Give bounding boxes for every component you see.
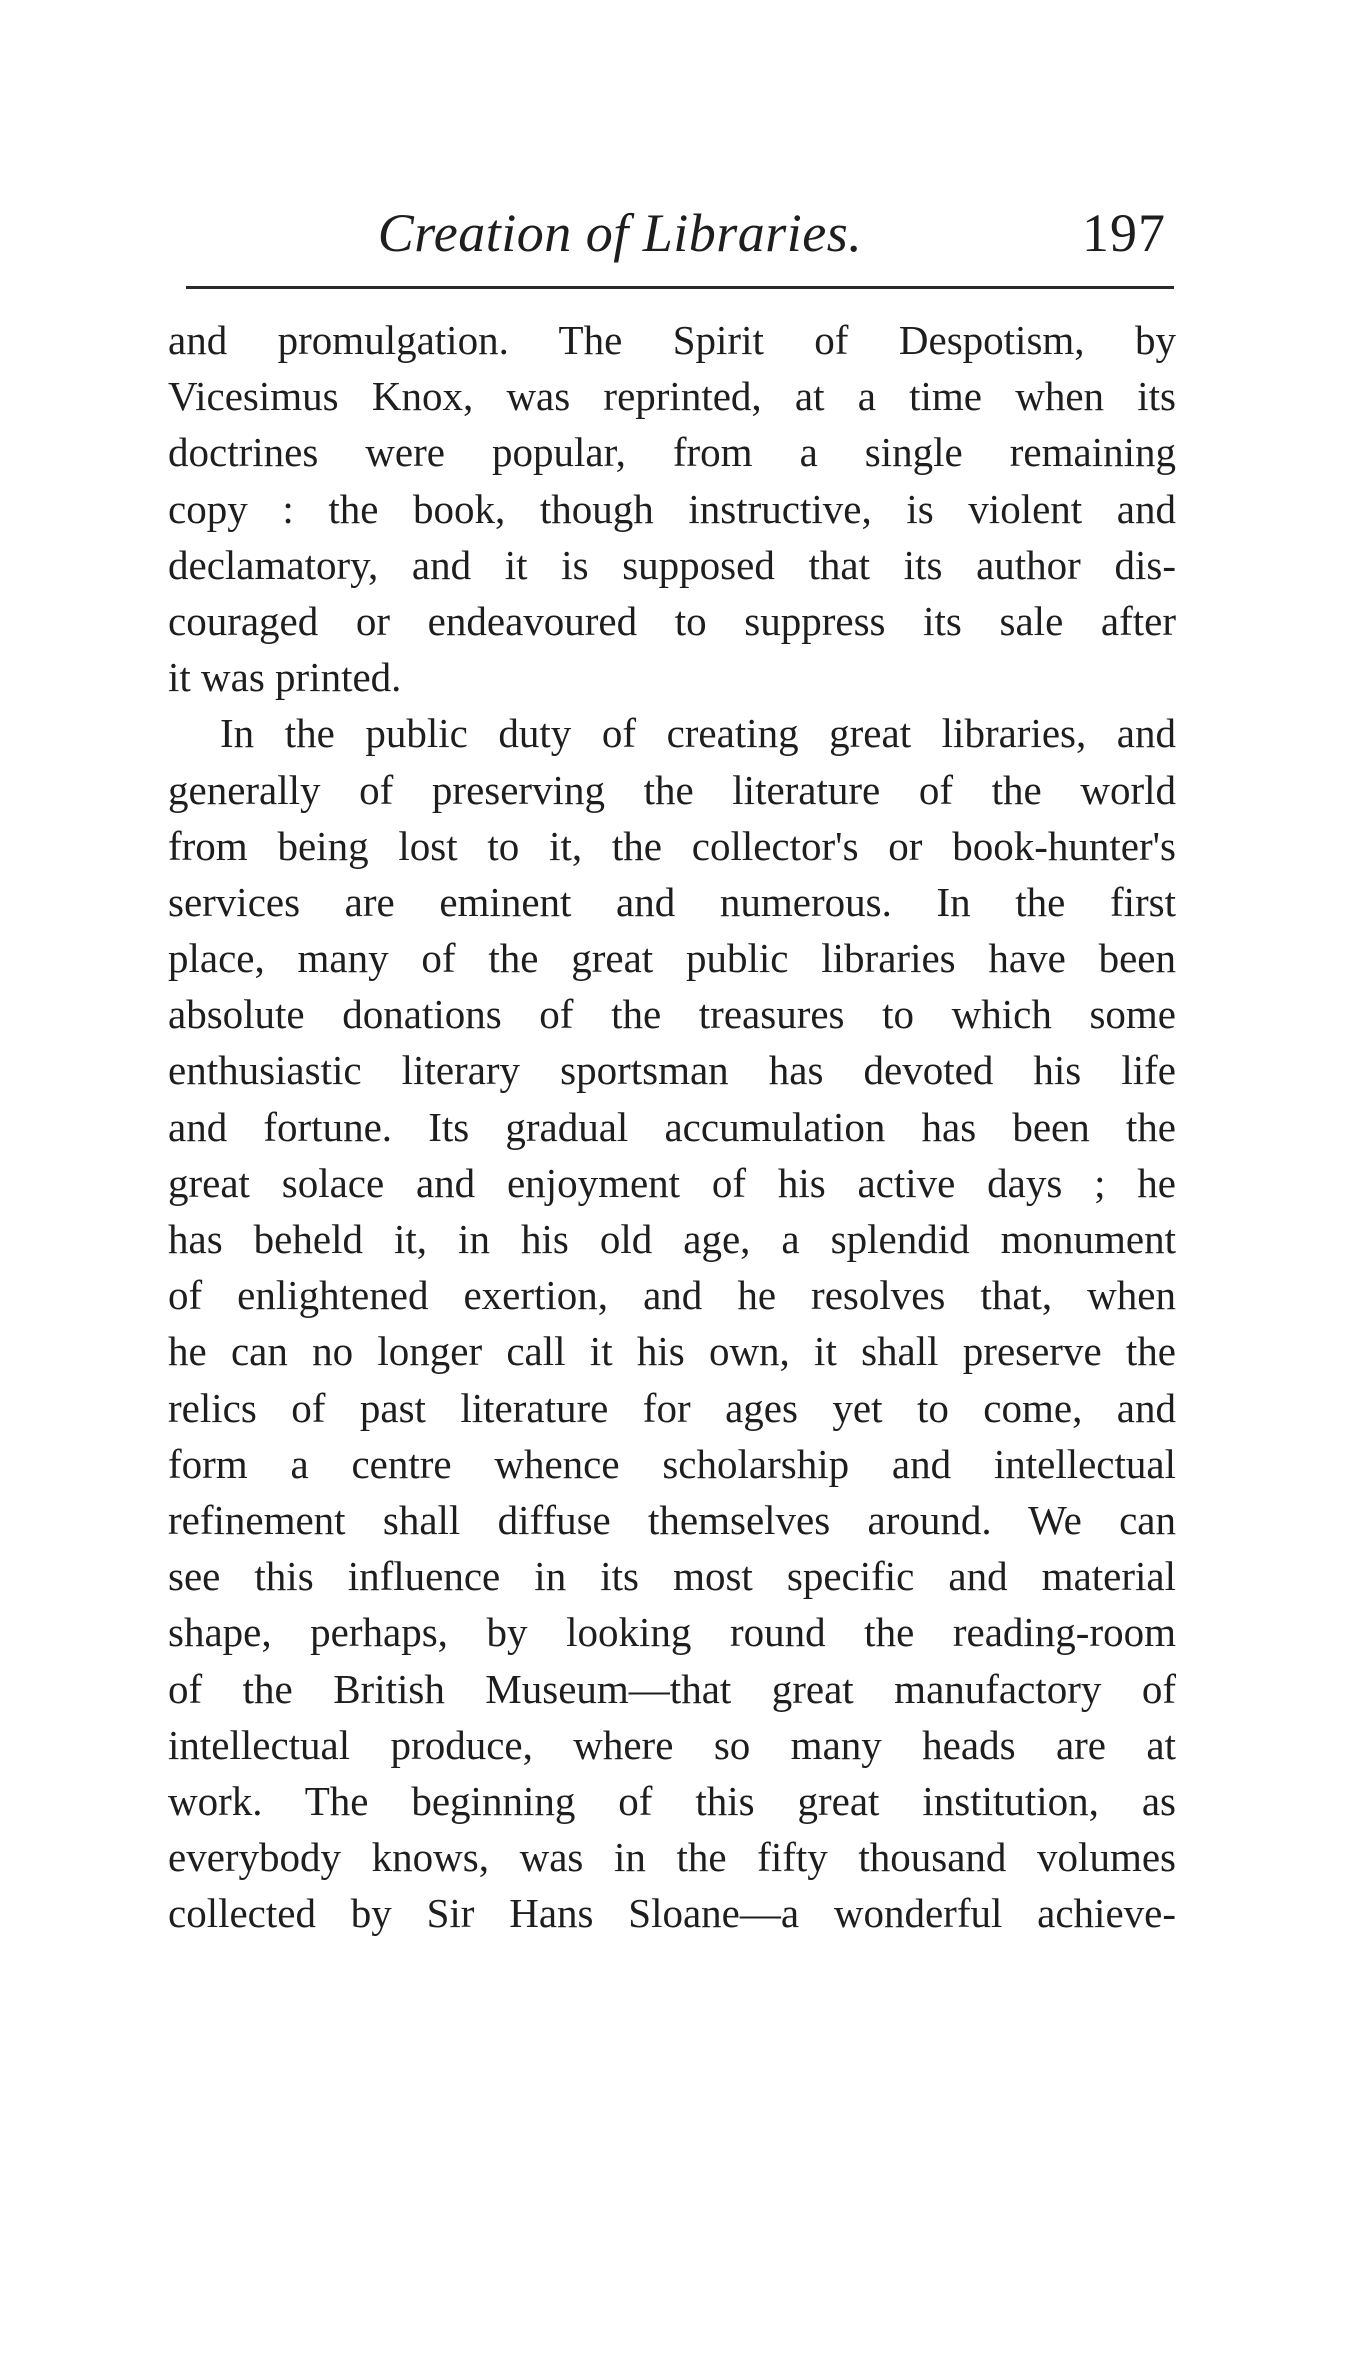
- text-line: doctrines were popular, from a single remaining: [168, 429, 1176, 476]
- running-title: Creation of Libraries.: [377, 203, 863, 263]
- text-line: collected by Sir Hans Sloane—a wonderful achieve-: [168, 1890, 1176, 1937]
- text-line: from being lost to it, the collector's or book-hunter's: [168, 822, 1176, 869]
- text-line: shape, perhaps, by looking round the reading-room: [168, 1609, 1176, 1656]
- header-rule: [186, 286, 1174, 289]
- text-line: Vicesimus Knox, was reprinted, at a time when its: [168, 373, 1176, 420]
- text-line: relics of past literature for ages yet to come, and: [168, 1384, 1176, 1431]
- body-text: [168, 312, 1176, 1941]
- text-line: has beheld it, in his old age, a splendid monument: [168, 1216, 1176, 1262]
- paragraph-2: [168, 705, 1176, 1941]
- text-line: generally of preserving the literature of the world: [168, 766, 1176, 813]
- text-line: he can no longer call it his own, it shall preserve the: [168, 1328, 1176, 1375]
- text-line: great solace and enjoyment of his active days ; he: [168, 1159, 1176, 1206]
- text-line: refinement shall diffuse themselves around. We can: [168, 1496, 1176, 1543]
- text-line: enthusiastic literary sportsman has devoted his life: [168, 1047, 1176, 1094]
- text-line: everybody knows, was in the fifty thousand volumes: [168, 1834, 1176, 1881]
- text-line: work. The beginning of this great institution, as: [168, 1777, 1176, 1824]
- page-number: 197: [1082, 203, 1166, 263]
- text-line: of enlightened exertion, and he resolves that, when: [168, 1272, 1176, 1319]
- text-line: copy : the book, though instructive, is violent and: [168, 485, 1176, 532]
- text-line: form a centre whence scholarship and intellectual: [168, 1440, 1176, 1487]
- text-line: and fortune. Its gradual accumulation has been the: [168, 1103, 1176, 1150]
- running-head: [186, 198, 1174, 268]
- text-line: place, many of the great public libraries have been: [168, 935, 1176, 982]
- text-line: it was printed.: [168, 654, 402, 701]
- text-line: services are eminent and numerous. In the first: [168, 878, 1176, 925]
- text-line: see this influence in its most specific and material: [168, 1553, 1176, 1600]
- text-line: absolute donations of the treasures to which some: [168, 991, 1176, 1038]
- text-line: declamatory, and it is supposed that its author dis-: [168, 541, 1176, 588]
- text-line: and promulgation. The Spirit of Despotism, by: [168, 317, 1176, 363]
- text-line: of the British Museum—that great manufactory of: [168, 1665, 1176, 1712]
- text-line: In the public duty of creating great libraries, and: [220, 710, 1176, 757]
- text-line: couraged or endeavoured to suppress its sale after: [168, 597, 1176, 644]
- paragraph-1: [168, 312, 1176, 705]
- text-line: intellectual produce, where so many heads are at: [168, 1721, 1176, 1768]
